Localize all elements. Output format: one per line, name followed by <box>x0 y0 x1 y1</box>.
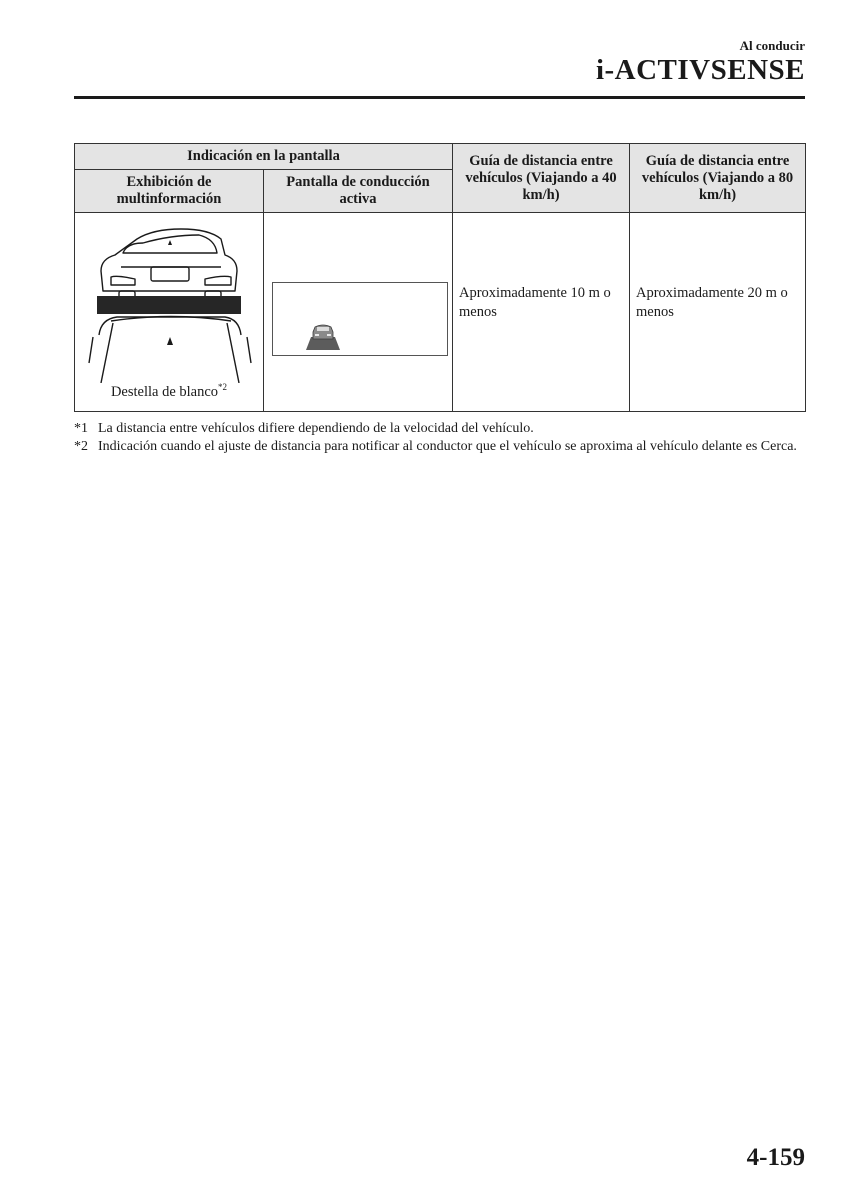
flash-caption <box>75 378 263 402</box>
vehicle-ahead-illustration <box>75 213 264 383</box>
table-row <box>75 213 806 412</box>
section-label: Al conducir <box>739 38 805 53</box>
distance-40-value: Aproximadamente 10 m o menos <box>459 285 611 320</box>
flash-caption-text: Destella de blanco <box>110 384 219 400</box>
header-rule <box>74 96 805 99</box>
distance-40-cell <box>453 213 630 412</box>
footnote-text: La distancia entre vehículos difiere dependiendo de la velocidad del vehículo. <box>98 421 534 436</box>
footnotes <box>74 420 805 456</box>
active-display-header: Pantalla de conducción activa <box>264 170 453 213</box>
active-display-screen <box>272 282 448 356</box>
footnote <box>74 438 805 456</box>
display-indication-header: Indicación en la pantalla <box>75 144 453 170</box>
lead-vehicle-icon <box>306 321 340 351</box>
footnote-mark: *2 <box>74 439 88 454</box>
table-header-row <box>75 144 806 170</box>
footnote <box>74 420 805 438</box>
distance-80-value: Aproximadamente 20 m o menos <box>636 285 788 320</box>
footnote-text: Indicación cuando el ajuste de distancia para notificar al conductor que el vehículo se aproxima al vehículo delante es Cerca. <box>98 439 797 454</box>
page-number: 4-159 <box>746 1144 805 1171</box>
distance-guide-table <box>74 143 806 412</box>
active-display-illustration-cell <box>264 213 453 412</box>
distance-80-cell <box>630 213 806 412</box>
page-title: i-ACTIVSENSE <box>595 54 805 86</box>
footnote-mark: *1 <box>74 421 88 436</box>
distance-80-header: Guía de distancia entre vehículos (Viajando a 80 km/h) <box>630 144 806 213</box>
multi-info-illustration-cell <box>75 213 264 412</box>
distance-40-header: Guía de distancia entre vehículos (Viajando a 40 km/h) <box>453 144 630 213</box>
flash-caption-mark: *2 <box>218 382 228 393</box>
multi-info-header: Exhibición de multinformación <box>75 170 264 213</box>
